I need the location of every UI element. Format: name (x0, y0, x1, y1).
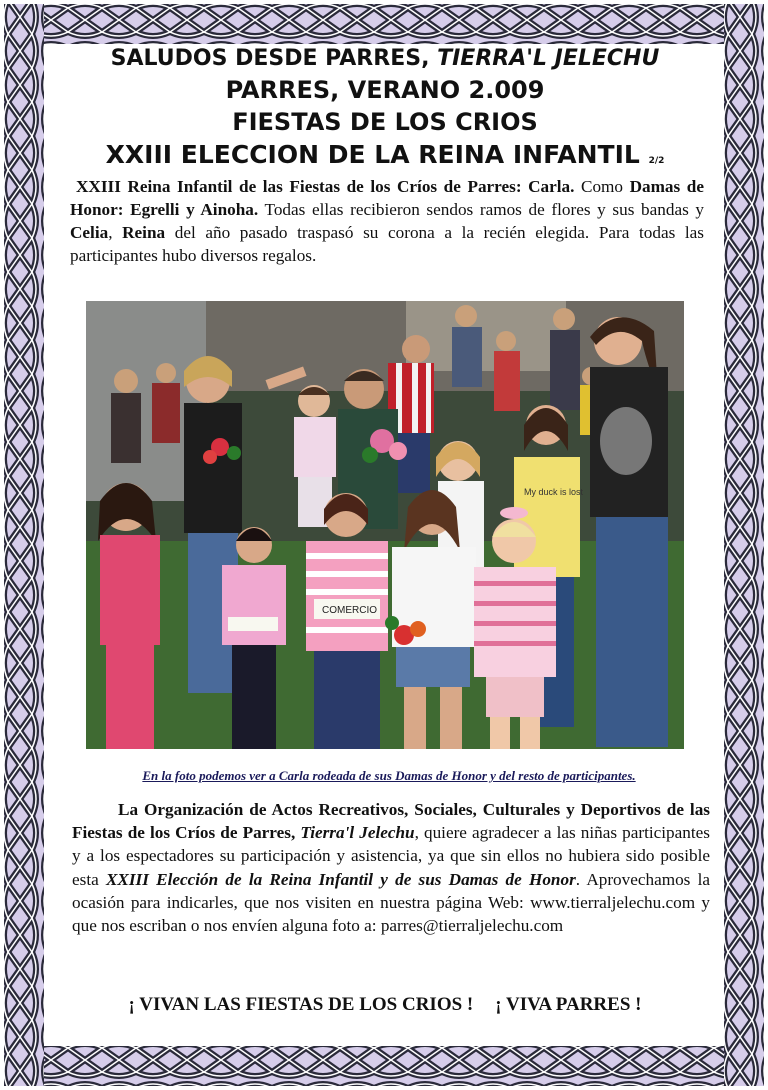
sash-text: COMERCIO (322, 605, 377, 616)
intro-paragraph (70, 175, 704, 267)
intro-queen: XXIII Reina Infantil de las Fiestas de los Críos de Parres: Carla. (76, 177, 575, 196)
header-greeting (60, 48, 710, 70)
cheer-fiestas: ¡ VIVAN LAS FIESTAS DE LOS CRIOS ! (128, 994, 474, 1015)
photo-caption: En la foto podemos ver a Carla rodeada de sus Damas de Honor y del resto de participantes. (142, 768, 636, 783)
page-marker: 2/2 (648, 156, 665, 166)
intro-damas: Damas de Honor: Egrelli y Ainoha. (70, 177, 704, 219)
header-election (60, 142, 710, 167)
group-photo (86, 301, 684, 749)
election-title: XXIII ELECCION DE LA REINA INFANTIL (105, 140, 640, 169)
body-text-2: . Aprovechamos la ocasión para indicarles, que nos visiten en nuestra página Web: www.tierraljelechu.com y que nos escriban o nos envíen alguna foto a: parres@tierraljelechu.com (72, 869, 710, 936)
greeting-text: SALUDOS DESDE PARRES, (110, 46, 430, 71)
header-edition: PARRES, VERANO 2.009 (225, 76, 545, 104)
header-festival: FIESTAS DE LOS CRIOS (232, 108, 538, 136)
body-place: Tierra'l Jelechu (300, 823, 415, 843)
shirt-text: My duck is lost (524, 487, 584, 497)
intro-celia: Celia (70, 223, 109, 242)
page-content (60, 46, 710, 1036)
greeting-place: TIERRA'L JELECHU (437, 46, 660, 71)
intro-reina: Reina (122, 223, 166, 242)
cheer-parres: ¡ VIVA PARRES ! (495, 994, 642, 1015)
woman-right (590, 317, 668, 747)
girl-pink-shirt-left (98, 483, 160, 749)
closing-cheers (60, 994, 710, 1016)
body-text-1: , quiere agradecer a las niñas participantes y a los espectadores su participación y asistencia, ya que sin ellos no hubiera sido posible esta (72, 823, 710, 889)
intro-text-2: Todas ellas recibieron sendos ramos de flores y sus bandas y (258, 200, 705, 219)
thanks-paragraph (72, 798, 710, 937)
intro-text-3: , (108, 223, 123, 242)
intro-text-4: del año pasado traspasó su corona a la recién elegida. Para todas las participantes hubo diversos regalos. (70, 223, 704, 265)
body-org: La Organización de Actos Recreativos, Sociales, Culturales y Deportivos de las Fiestas de los Críos de Parres, (72, 800, 710, 843)
intro-text-1: Como (574, 177, 630, 196)
body-election: XXIII Elección de la Reina Infantil y de sus Damas de Honor (105, 869, 576, 889)
